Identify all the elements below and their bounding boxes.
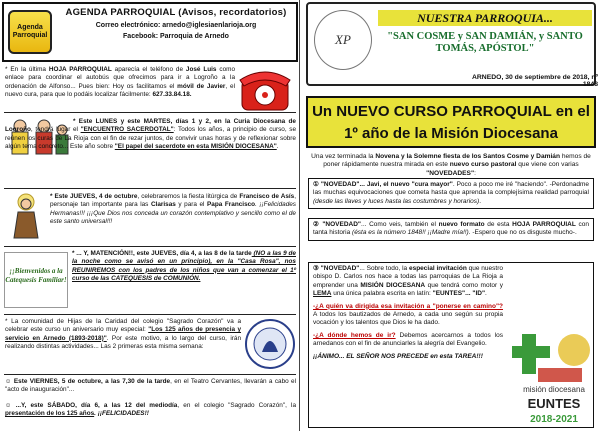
divider [4, 374, 296, 375]
mision-line1: misión diocesana [523, 385, 585, 394]
novedad-2-box: ② "NOVEDAD"... Como veis, también el nuevo formato de esta HOJA PARROQUIAL con tanta historia (ésta es la número 1848!! ¡¡Madre mía!!). -Espero que no os disguste mucho-. [308, 218, 594, 241]
divider [4, 188, 296, 189]
parish-logo: XP [314, 10, 372, 70]
closing-line: ¡¡ÁNIMO... EL SEÑOR NOS PRECEDE en esta TAREA!!! [313, 352, 483, 360]
novedad-1-box: ① "NOVEDAD"... Javi, el nuevo "cura mayor". Poco a poco me iré "haciendo". -Perdonadme las muchas equivocaciones que cometa hasta que aprenda la complejísima realidad parroquial (desde las llaves y luces hasta las costumbres y horarios). [308, 178, 594, 209]
parish-header [306, 2, 596, 86]
logo-line1: Agenda [17, 24, 43, 31]
divider [4, 314, 296, 315]
divider [4, 112, 296, 113]
hijas-caridad-125-logo [244, 318, 296, 370]
agenda-item-encuentro: * Este LUNES y este MARTES, días 1 y 2, en la Curia Diocesana de Logroño, tendrá lugar el "ENCUENTRO SACERDOTAL": Todos los años, a principio de curso, se reúnen los curas de La Rioja con el fin de rezar juntos, de convivir unas horas y de reflexionar sobre algún tema concreto... Este año sobre "El papel del sacerdote en esta MISIÓN DIOCESANA". [5, 118, 296, 150]
intro-paragraph: Una vez terminada la Novena y la Solemne fiesta de los Santos Cosme y Damián hemos de poner rápidamente nuestra mirada en este nuevo curso pastoral que viene con varias "NOVEDADES": [311, 153, 591, 177]
facebook-line: Facebook: Parroquia de Arnedo [123, 33, 229, 40]
agenda-logo [8, 10, 52, 54]
mision-line3: 2018-2021 [530, 414, 578, 425]
agenda-item-aniversario: * La comunidad de Hijas de la Caridad del colegio "Sagrado Corazón" va a celebrar este curso un aniversario muy especial: "Los 125 años de presencia y servicio en Arnedo (1893-2018)". Por este motivo, a lo largo del curso, irán realizando distintas actividades... Las 2 primeras esta misma semana: [5, 318, 242, 350]
parish-subtitle: "SAN COSME y SAN DAMIÁN, y SANTO TOMÁS, APÓSTOL" [387, 31, 583, 54]
mision-diocesana-logo [512, 328, 596, 428]
novedad-3-box: ③ "NOVEDAD"... Sobre todo, la especial invitación que nuestro obispo D. Carlos nos hace a todas las parroquias de La Rioja a emprender una MISIÓN DIOCESANA que tendrá como motor y LEMA una única palabra escrita en latín: "EUNTES"... "ID". -¿A quién va dirigida esa invitación a "ponerse en camino"? A todos los bautizados de Arnedo, a cada uno según su propia vocación y los talentos que Dios le ha dado. -¿A dónde hemos de ir? Debemos acercarnos a todos los arnedanos con el fin de anunciarles la alegría del Evangelio. ¡¡ÁNIMO... EL SEÑOR NOS PRECEDE en esta TAREA!!! [308, 262, 594, 428]
agenda-item-telefono: * En la última HOJA PARROQUIAL aparecía el teléfono de José Luis como enlace para coordinar el autobús que ofrecimos para ir a Logroño a la ordenación de Alfonso... Pues bien: Hoy os facilitamos el móvil de Javier, el nuevo cura, para que lo podáis localizar fácilmente: 627.33.84.18. [5, 66, 235, 98]
telephone-icon [236, 66, 294, 116]
agenda-header [2, 2, 298, 62]
agenda-item-francisco: * Este JUEVES, 4 de octubre, celebraremos la fiesta litúrgica de Francisco de Asís, personaje tan importante para las Clarisas y para el Papa Francisco. ¡¡Felicidades Hermanas!!! ¡¡¡Que Dios nos conceda un corazón contemplativo y sencillo como el de este santo universal!!! [50, 193, 297, 225]
saint-francis-illustration [4, 192, 48, 240]
email-line: Correo electrónico: arnedo@iglesiaenlarioja.org [95, 22, 257, 29]
smiley-icon: ☺ [5, 378, 14, 385]
agenda-title: AGENDA PARROQUIAL (Avisos, recordatorios) [65, 7, 287, 18]
divider [4, 246, 296, 247]
smiley-icon: ☺ [5, 402, 16, 409]
catequesis-poster: ¡¡Bienvenidos a la Catequesis Familiar! [4, 252, 68, 308]
agenda-item-sabado: ☺ ...Y, este SÁBADO, día 6, a las 12 del mediodía, en el colegio "Sagrado Corazón", la presentación de los 125 años. ¡¡FELICIDADES!! [5, 402, 296, 418]
agenda-item-catequesis: * ... Y, MATENCIÓN!!, este JUEVES, día 4, a las 8 de la tarde (NO a las 9 de la noche como se avisó en un principio), en la "Casa Rosa", nos REUNIREMOS con los padres de los niños que van a comenzar el 1º curso de las CATEQUESIS de COMUNIÓN. [72, 250, 296, 282]
headline-banner: Un NUEVO CURSO PARROQUIAL en el 1º año de la Misión Diocesana [306, 96, 596, 148]
issue-date: ARNEDO, 30 de septiembre de 2018, nº 1848 [471, 74, 598, 88]
question-1: -¿A quién va dirigida esa invitación a "ponerse en camino"? A todos los bautizados de Arnedo, a cada uno según su propia vocación y los talentos que Dios le ha dado. [313, 302, 503, 327]
logo-line2: Parroquial [12, 32, 48, 39]
mision-line2: EUNTES [527, 396, 581, 411]
question-2: -¿A dónde hemos de ir? Debemos acercarnos a todos los arnedanos con el fin de anunciarles la alegría del Evangelio. [313, 331, 504, 348]
agenda-item-viernes: ☺ Este VIERNES, 5 de octubre, a las 7,30 de la tarde, en el Teatro Cervantes, llevarán a cabo el "acto de inauguración"... [5, 378, 296, 394]
parish-title: NUESTRA PARROQUIA... [378, 10, 592, 26]
